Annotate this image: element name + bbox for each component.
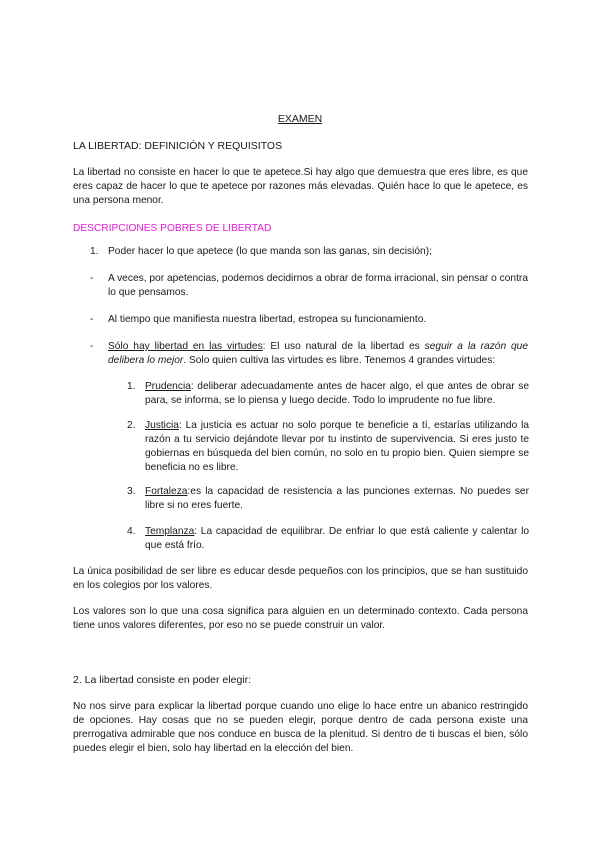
virtue-name: Fortaleza [145, 486, 188, 497]
virtue-name: Prudencia [145, 381, 191, 392]
virtue-description: : La capacidad de equilibrar. De enfriar lo que está caliente y calentar lo que está frío. [145, 526, 529, 551]
paragraph-educar: La única posibilidad de ser libre es educar desde pequeños con los principios, que se han sustituido en los colegios por los valores. [73, 566, 528, 591]
bullet-text: Al tiempo que manifiesta nuestra libertad, estropea su funcionamiento. [108, 314, 427, 325]
list-item-text: Poder hacer lo que apetece (lo que manda son las ganas, sin decisión); [108, 246, 432, 257]
virtue-description: :es la capacidad de resistencia a las punciones externas. No puedes ser libre si no eres fuerte. [145, 486, 529, 511]
virtue-text [145, 525, 529, 553]
document-subtitle: LA LIBERTAD: DEFINICIÓN Y REQUISITOS [73, 140, 283, 152]
virtudes-text-a: : El uso natural de la libertad es [262, 341, 425, 352]
virtudes-text-b: . Solo quien cultiva las virtudes es libre. Tenemos 4 grandes virtudes: [183, 355, 496, 366]
bullet-marker: - [90, 341, 94, 352]
virtue-description: : La justicia es actuar no solo porque te beneficie a tí, estarías utilizando la razón a tu servicio dejándote llevar por tu instinto de supervivencia. Si eres justo te gobiernas en búsqueda del bien común, no solo en tu propio bien. Quien siempre se beneficia no es libre. [145, 420, 529, 473]
section-heading-elegir: 2. La libertad consiste en poder elegir: [73, 674, 252, 686]
virtue-marker: 2. [127, 420, 136, 431]
bullet-marker: - [90, 273, 94, 284]
virtue-marker: 3. [127, 486, 136, 497]
section-heading-pobres: DESCRIPCIONES POBRES DE LIBERTAD [73, 223, 272, 234]
virtue-name: Justicia [145, 420, 179, 431]
paragraph-elegir: No nos sirve para explicar la libertad porque cuando uno elige lo hace entre un abanico restringido de opciones. Hay cosas que no se pueden elegir, porque dentro de cada persona existe una prerrogativa admirable que nos conduce en busca de la plenitud. Si dentro de ti buscas el bien, sólo puedes elegir el bien, solo hay libertad en la elección del bien. [73, 701, 528, 754]
virtudes-lead: Sólo hay libertad en las virtudes [108, 341, 263, 352]
virtue-description: : deliberar adecuadamente antes de hacer algo, el que antes de obrar se para, se informa, se lo piensa y luego decide. Todo lo imprudente no fue libre. [145, 381, 529, 406]
intro-paragraph: La libertad no consiste en hacer lo que te apetece.Si hay algo que demuestra que eres libre, es que eres capaz de hacer lo que te apetece por razones más elevadas. Quién hace lo que le apetece, es una persona menor. [73, 167, 528, 206]
bullet-text [108, 340, 528, 368]
virtue-name: Templanza [145, 526, 195, 537]
virtue-text [145, 485, 529, 513]
virtue-marker: 4. [127, 526, 136, 537]
virtue-marker: 1. [127, 381, 136, 392]
list-marker: 1. [90, 246, 99, 257]
bullet-marker: - [90, 314, 94, 325]
virtudes-emphasis: seguir a la razón que delibera lo mejor [108, 341, 528, 366]
bullet-text: A veces, por apetencias, podemos decidirnos a obrar de forma irracional, sin pensar o contra lo que pensamos. [108, 273, 528, 298]
virtue-text [145, 419, 529, 475]
paragraph-valores: Los valores son lo que una cosa significa para alguien en un determinado contexto. Cada persona tiene unos valores diferentes, por eso no se puede construir un valor. [73, 606, 528, 631]
virtue-text [145, 380, 529, 408]
document-title: EXAMEN [277, 113, 323, 125]
